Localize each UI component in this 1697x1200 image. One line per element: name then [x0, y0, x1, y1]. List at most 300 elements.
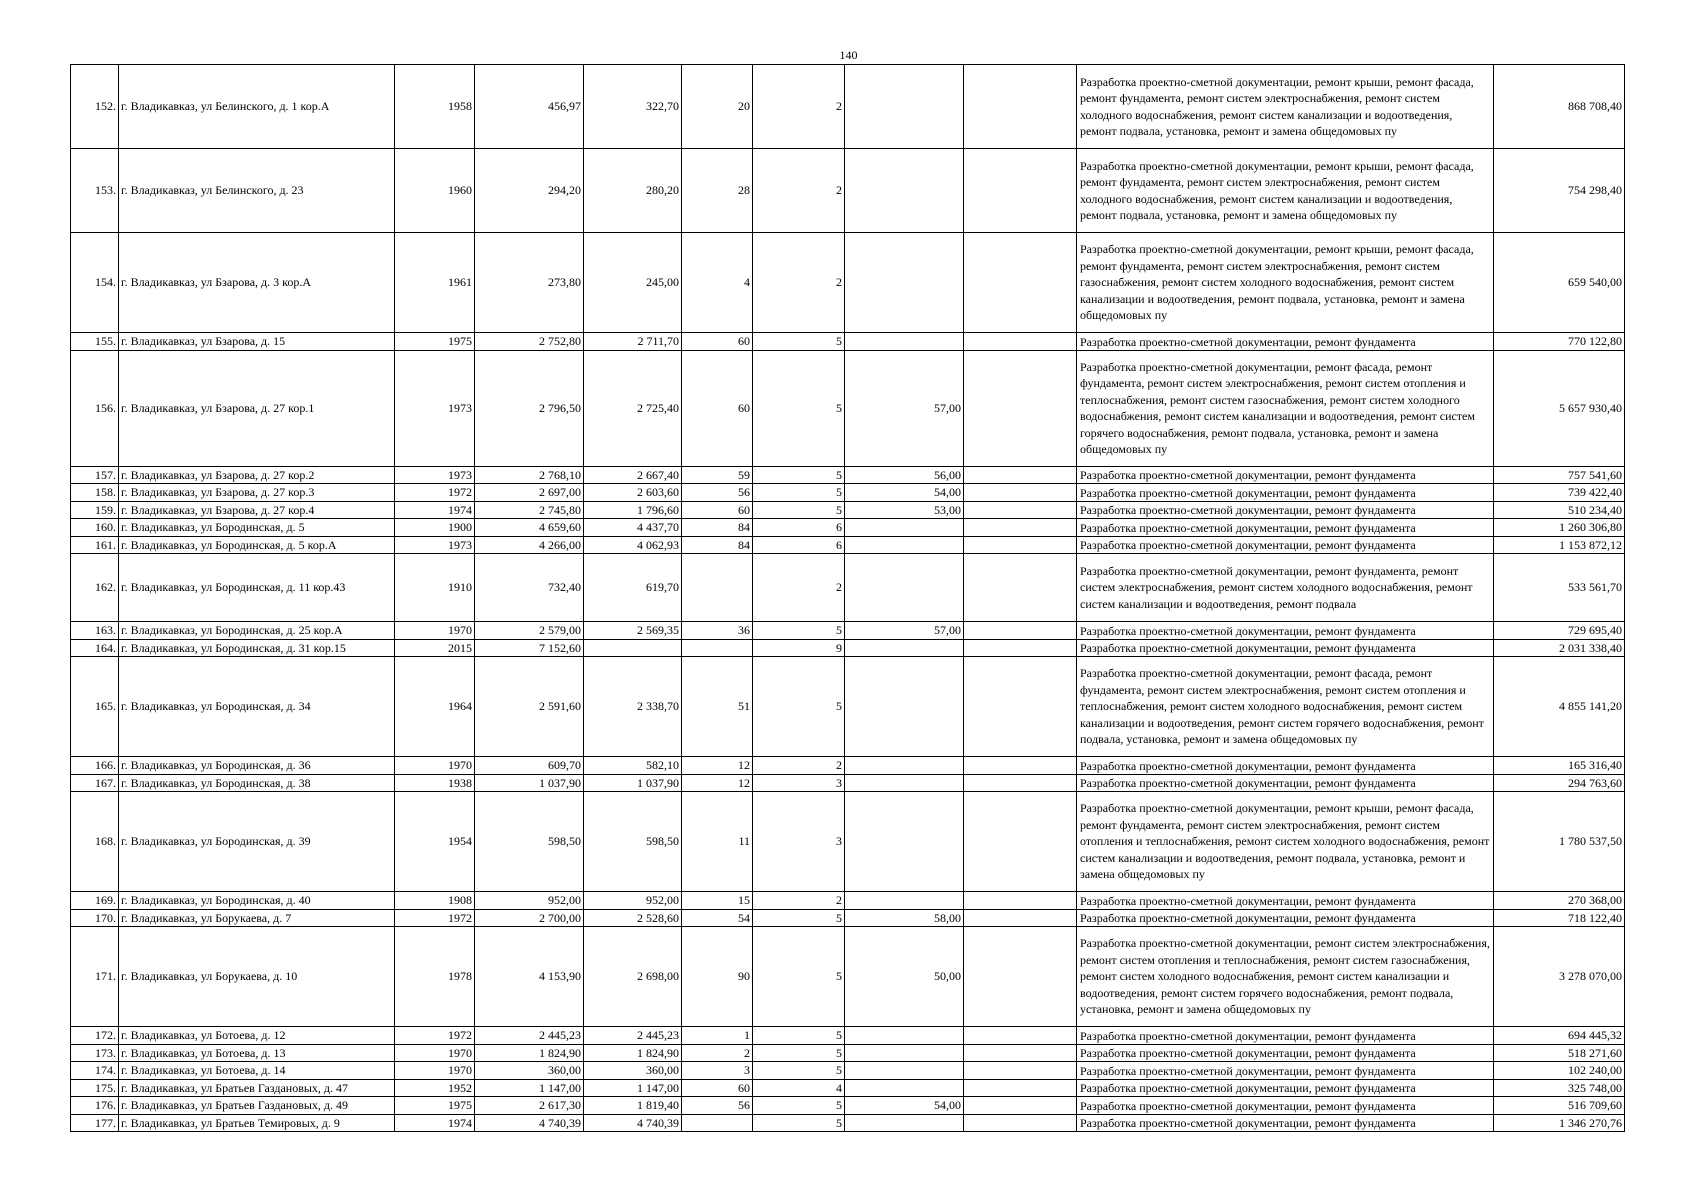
cell-cost: 694 445,32 — [1494, 1027, 1625, 1045]
cell-row-number: 159. — [71, 501, 119, 519]
cell-works — [1077, 536, 1494, 554]
cell-total-area: 294,20 — [475, 149, 584, 233]
cell-cost: 516 709,60 — [1494, 1097, 1625, 1115]
cell-total-area: 2 700,00 — [475, 909, 584, 927]
cell-cost: 754 298,40 — [1494, 149, 1625, 233]
cell-works — [1077, 149, 1494, 233]
cell-total-area: 609,70 — [475, 757, 584, 775]
cell-works — [1077, 757, 1494, 775]
cell-wear — [845, 519, 964, 537]
works-text: Разработка проектно-сметной документации, ремонт фундамента — [1080, 641, 1416, 656]
cell-row-number: 173. — [71, 1044, 119, 1062]
cell-year: 1972 — [395, 484, 475, 502]
cell-row-number: 165. — [71, 657, 119, 757]
cell-living-area — [584, 639, 682, 657]
cell-residents — [682, 639, 753, 657]
cell-living-area: 2 711,70 — [584, 333, 682, 351]
cell-row-number: 174. — [71, 1062, 119, 1080]
cell-wear — [845, 639, 964, 657]
cell-year: 1908 — [395, 892, 475, 910]
table-row — [71, 333, 1625, 351]
cell-cost: 270 368,00 — [1494, 892, 1625, 910]
cell-extra — [964, 1097, 1077, 1115]
table-row — [71, 774, 1625, 792]
cell-works — [1077, 1097, 1494, 1115]
cell-works — [1077, 1062, 1494, 1080]
cell-address: г. Владикавказ, ул Бородинская, д. 5 кор.А — [119, 536, 395, 554]
cell-wear — [845, 1114, 964, 1132]
works-text: Разработка проектно-сметной документации, ремонт фундамента — [1080, 1046, 1416, 1061]
cell-address: г. Владикавказ, ул Ботоева, д. 12 — [119, 1027, 395, 1045]
cell-cost: 718 122,40 — [1494, 909, 1625, 927]
cell-extra — [964, 65, 1077, 149]
cell-address: г. Владикавказ, ул Бородинская, д. 38 — [119, 774, 395, 792]
cell-floors: 5 — [753, 501, 845, 519]
cell-works — [1077, 519, 1494, 537]
cell-year: 1954 — [395, 792, 475, 892]
cell-total-area: 2 768,10 — [475, 466, 584, 484]
cell-total-area: 2 745,80 — [475, 501, 584, 519]
cell-row-number: 152. — [71, 65, 119, 149]
cell-row-number: 166. — [71, 757, 119, 775]
cell-floors: 6 — [753, 536, 845, 554]
cell-wear — [845, 892, 964, 910]
cell-works — [1077, 65, 1494, 149]
works-text: Разработка проектно-сметной документации, ремонт крыши, ремонт фасада, ремонт фундамента, ремонт систем электроснабжения, ремонт систем отопления и теплоснабжения, ремонт систем холодного водоснабжения, ремонт систем канализации и водоотведения, ремонт подвала, установка, ремонт и замена общедомовых пу — [1080, 801, 1490, 882]
cell-cost: 294 763,60 — [1494, 774, 1625, 792]
works-text: Разработка проектно-сметной документации, ремонт фундамента — [1080, 1098, 1416, 1113]
works-text: Разработка проектно-сметной документации, ремонт фундамента — [1080, 334, 1416, 349]
cell-cost: 325 748,00 — [1494, 1079, 1625, 1097]
cell-living-area: 619,70 — [584, 554, 682, 622]
cell-living-area: 1 796,60 — [584, 501, 682, 519]
cell-wear — [845, 1079, 964, 1097]
cell-living-area: 4 740,39 — [584, 1114, 682, 1132]
table-row — [71, 622, 1625, 640]
cell-address: г. Владикавказ, ул Белинского, д. 1 кор.А — [119, 65, 395, 149]
cell-residents: 36 — [682, 622, 753, 640]
cell-extra — [964, 892, 1077, 910]
cell-total-area: 2 752,80 — [475, 333, 584, 351]
table-row — [71, 233, 1625, 333]
cell-living-area: 245,00 — [584, 233, 682, 333]
cell-wear — [845, 233, 964, 333]
cell-total-area: 598,50 — [475, 792, 584, 892]
cell-floors: 5 — [753, 350, 845, 466]
cell-living-area: 2 667,40 — [584, 466, 682, 484]
cell-floors: 2 — [753, 757, 845, 775]
cell-extra — [964, 622, 1077, 640]
cell-floors: 5 — [753, 466, 845, 484]
cell-year: 1973 — [395, 536, 475, 554]
works-text: Разработка проектно-сметной документации, ремонт фундамента — [1080, 520, 1416, 535]
cell-extra — [964, 927, 1077, 1027]
cell-wear — [845, 65, 964, 149]
cell-living-area: 2 698,00 — [584, 927, 682, 1027]
cell-residents: 90 — [682, 927, 753, 1027]
cell-living-area: 2 603,60 — [584, 484, 682, 502]
cell-address: г. Владикавказ, ул Бородинская, д. 34 — [119, 657, 395, 757]
cell-cost: 165 316,40 — [1494, 757, 1625, 775]
cell-year: 1970 — [395, 1044, 475, 1062]
cell-year: 1975 — [395, 1097, 475, 1115]
cell-residents: 54 — [682, 909, 753, 927]
cell-extra — [964, 466, 1077, 484]
works-text: Разработка проектно-сметной документации, ремонт систем электроснабжения, ремонт систем отопления и теплоснабжения, ремонт систем газоснабжения, ремонт систем холодного водоснабжения, ремонт систем канализации и водоотведения, ремонт систем горячего водоснабжения, ремонт подвала, установка, ремонт и замена общедомовых пу — [1080, 936, 1490, 1017]
cell-living-area: 2 725,40 — [584, 350, 682, 466]
cell-living-area: 598,50 — [584, 792, 682, 892]
cell-living-area: 2 528,60 — [584, 909, 682, 927]
cell-row-number: 172. — [71, 1027, 119, 1045]
cell-works — [1077, 909, 1494, 927]
works-text: Разработка проектно-сметной документации, ремонт фундамента — [1080, 776, 1416, 791]
cell-extra — [964, 350, 1077, 466]
table-row — [71, 892, 1625, 910]
cell-cost: 5 657 930,40 — [1494, 350, 1625, 466]
cell-row-number: 160. — [71, 519, 119, 537]
cell-row-number: 164. — [71, 639, 119, 657]
cell-works — [1077, 466, 1494, 484]
cell-address: г. Владикавказ, ул Бородинская, д. 11 кор.43 — [119, 554, 395, 622]
cell-address: г. Владикавказ, ул Бзарова, д. 27 кор.1 — [119, 350, 395, 466]
works-text: Разработка проектно-сметной документации, ремонт фундамента — [1080, 1116, 1416, 1131]
table-row — [71, 466, 1625, 484]
table-row — [71, 149, 1625, 233]
cell-residents: 56 — [682, 1097, 753, 1115]
cell-residents: 12 — [682, 757, 753, 775]
cell-works — [1077, 484, 1494, 502]
cell-works — [1077, 927, 1494, 1027]
cell-residents: 20 — [682, 65, 753, 149]
cell-cost: 770 122,80 — [1494, 333, 1625, 351]
cell-extra — [964, 774, 1077, 792]
cell-cost: 510 234,40 — [1494, 501, 1625, 519]
cell-wear: 54,00 — [845, 484, 964, 502]
cell-wear: 54,00 — [845, 1097, 964, 1115]
cell-address: г. Владикавказ, ул Бзарова, д. 15 — [119, 333, 395, 351]
cell-living-area: 2 338,70 — [584, 657, 682, 757]
cell-floors: 5 — [753, 1097, 845, 1115]
cell-cost: 3 278 070,00 — [1494, 927, 1625, 1027]
table-row — [71, 1062, 1625, 1080]
cell-living-area: 1 824,90 — [584, 1044, 682, 1062]
works-text: Разработка проектно-сметной документации, ремонт фундамента — [1080, 1028, 1416, 1043]
works-text: Разработка проектно-сметной документации, ремонт фасада, ремонт фундамента, ремонт систем электроснабжения, ремонт систем отопления и теплоснабжения, ремонт систем холодного водоснабжения, ремонт систем канализации и водоотведения, ремонт систем горячего водоснабжения, ремонт подвала, установка, ремонт и замена общедомовых пу — [1080, 666, 1484, 747]
cell-wear — [845, 792, 964, 892]
table-row — [71, 519, 1625, 537]
cell-total-area: 2 697,00 — [475, 484, 584, 502]
cell-total-area: 4 266,00 — [475, 536, 584, 554]
cell-year: 1973 — [395, 350, 475, 466]
cell-wear: 56,00 — [845, 466, 964, 484]
cell-wear — [845, 1044, 964, 1062]
cell-total-area: 732,40 — [475, 554, 584, 622]
cell-cost: 739 422,40 — [1494, 484, 1625, 502]
cell-cost: 1 346 270,76 — [1494, 1114, 1625, 1132]
cell-total-area: 7 152,60 — [475, 639, 584, 657]
cell-year: 1960 — [395, 149, 475, 233]
works-text: Разработка проектно-сметной документации, ремонт крыши, ремонт фасада, ремонт фундамента, ремонт систем электроснабжения, ремонт систем газоснабжения, ремонт систем холодного водоснабжения, ремонт систем канализации и водоотведения, ремонт подвала, установка, ремонт и замена общедомовых пу — [1080, 242, 1474, 323]
cell-year: 1964 — [395, 657, 475, 757]
cell-works — [1077, 350, 1494, 466]
housing-repair-table — [70, 64, 1625, 1132]
cell-living-area: 1 037,90 — [584, 774, 682, 792]
cell-year: 1975 — [395, 333, 475, 351]
cell-cost: 1 780 537,50 — [1494, 792, 1625, 892]
cell-floors: 5 — [753, 657, 845, 757]
table-row — [71, 1097, 1625, 1115]
cell-works — [1077, 774, 1494, 792]
cell-year: 1970 — [395, 757, 475, 775]
cell-residents: 56 — [682, 484, 753, 502]
cell-extra — [964, 554, 1077, 622]
cell-works — [1077, 554, 1494, 622]
works-text: Разработка проектно-сметной документации, ремонт крыши, ремонт фасада, ремонт фундамента, ремонт систем электроснабжения, ремонт систем холодного водоснабжения, ремонт систем канализации и водоотведения, ремонт подвала, установка, ремонт и замена общедомовых пу — [1080, 74, 1474, 138]
cell-living-area: 4 062,93 — [584, 536, 682, 554]
cell-cost: 868 708,40 — [1494, 65, 1625, 149]
works-text: Разработка проектно-сметной документации, ремонт фундамента — [1080, 623, 1416, 638]
cell-address: г. Владикавказ, ул Бородинская, д. 40 — [119, 892, 395, 910]
cell-wear: 57,00 — [845, 350, 964, 466]
cell-residents: 28 — [682, 149, 753, 233]
cell-year: 1938 — [395, 774, 475, 792]
cell-living-area: 280,20 — [584, 149, 682, 233]
table-row — [71, 501, 1625, 519]
cell-floors: 5 — [753, 622, 845, 640]
cell-works — [1077, 792, 1494, 892]
cell-extra — [964, 536, 1077, 554]
cell-floors: 2 — [753, 554, 845, 622]
cell-address: г. Владикавказ, ул Белинского, д. 23 — [119, 149, 395, 233]
table-row — [71, 639, 1625, 657]
cell-address: г. Владикавказ, ул Бзарова, д. 3 кор.А — [119, 233, 395, 333]
cell-address: г. Владикавказ, ул Ботоева, д. 14 — [119, 1062, 395, 1080]
cell-year: 1972 — [395, 909, 475, 927]
table-body — [71, 65, 1625, 1132]
cell-living-area: 1 819,40 — [584, 1097, 682, 1115]
works-text: Разработка проектно-сметной документации, ремонт фундамента — [1080, 538, 1416, 553]
table-row — [71, 484, 1625, 502]
works-text: Разработка проектно-сметной документации, ремонт фундамента — [1080, 758, 1416, 773]
cell-extra — [964, 149, 1077, 233]
cell-residents: 60 — [682, 333, 753, 351]
cell-residents: 84 — [682, 536, 753, 554]
cell-floors: 5 — [753, 927, 845, 1027]
cell-residents: 4 — [682, 233, 753, 333]
cell-address: г. Владикавказ, ул Бородинская, д. 36 — [119, 757, 395, 775]
table-row — [71, 927, 1625, 1027]
cell-residents: 12 — [682, 774, 753, 792]
cell-extra — [964, 757, 1077, 775]
cell-floors: 5 — [753, 1044, 845, 1062]
cell-works — [1077, 1114, 1494, 1132]
cell-row-number: 167. — [71, 774, 119, 792]
cell-works — [1077, 639, 1494, 657]
cell-total-area: 1 147,00 — [475, 1079, 584, 1097]
cell-works — [1077, 501, 1494, 519]
works-text: Разработка проектно-сметной документации, ремонт фундамента — [1080, 1081, 1416, 1096]
table-row — [71, 757, 1625, 775]
cell-residents — [682, 554, 753, 622]
works-text: Разработка проектно-сметной документации, ремонт фундамента — [1080, 911, 1416, 926]
cell-works — [1077, 233, 1494, 333]
cell-residents: 60 — [682, 1079, 753, 1097]
cell-residents: 60 — [682, 350, 753, 466]
works-text: Разработка проектно-сметной документации, ремонт фундамента — [1080, 485, 1416, 500]
cell-works — [1077, 622, 1494, 640]
cell-row-number: 156. — [71, 350, 119, 466]
table-row — [71, 1079, 1625, 1097]
table-row — [71, 65, 1625, 149]
cell-year: 1972 — [395, 1027, 475, 1045]
cell-floors: 3 — [753, 792, 845, 892]
cell-wear — [845, 1062, 964, 1080]
cell-address: г. Владикавказ, ул Братьев Темировых, д. 9 — [119, 1114, 395, 1132]
cell-address: г. Владикавказ, ул Бородинская, д. 25 кор.А — [119, 622, 395, 640]
cell-row-number: 154. — [71, 233, 119, 333]
cell-year: 2015 — [395, 639, 475, 657]
cell-address: г. Владикавказ, ул Борукаева, д. 7 — [119, 909, 395, 927]
cell-works — [1077, 333, 1494, 351]
cell-living-area: 4 437,70 — [584, 519, 682, 537]
cell-wear — [845, 657, 964, 757]
cell-extra — [964, 233, 1077, 333]
cell-year: 1978 — [395, 927, 475, 1027]
cell-extra — [964, 1027, 1077, 1045]
cell-year: 1910 — [395, 554, 475, 622]
cell-total-area: 952,00 — [475, 892, 584, 910]
cell-extra — [964, 639, 1077, 657]
cell-works — [1077, 1079, 1494, 1097]
cell-year: 1973 — [395, 466, 475, 484]
table-row — [71, 554, 1625, 622]
cell-floors: 5 — [753, 1027, 845, 1045]
works-text: Разработка проектно-сметной документации, ремонт фундамента — [1080, 468, 1416, 483]
cell-residents: 15 — [682, 892, 753, 910]
cell-total-area: 1 037,90 — [475, 774, 584, 792]
cell-cost: 102 240,00 — [1494, 1062, 1625, 1080]
cell-address: г. Владикавказ, ул Бзарова, д. 27 кор.3 — [119, 484, 395, 502]
cell-row-number: 168. — [71, 792, 119, 892]
cell-extra — [964, 1114, 1077, 1132]
table-row — [71, 1027, 1625, 1045]
cell-row-number: 177. — [71, 1114, 119, 1132]
cell-residents: 60 — [682, 501, 753, 519]
cell-extra — [964, 1079, 1077, 1097]
cell-floors: 2 — [753, 892, 845, 910]
cell-row-number: 169. — [71, 892, 119, 910]
cell-year: 1952 — [395, 1079, 475, 1097]
cell-row-number: 170. — [71, 909, 119, 927]
cell-residents: 59 — [682, 466, 753, 484]
cell-works — [1077, 892, 1494, 910]
cell-address: г. Владикавказ, ул Бородинская, д. 5 — [119, 519, 395, 537]
cell-address: г. Владикавказ, ул Борукаева, д. 10 — [119, 927, 395, 1027]
cell-cost: 757 541,60 — [1494, 466, 1625, 484]
cell-floors: 6 — [753, 519, 845, 537]
cell-total-area: 2 579,00 — [475, 622, 584, 640]
cell-wear: 58,00 — [845, 909, 964, 927]
cell-cost: 729 695,40 — [1494, 622, 1625, 640]
table-row — [71, 1114, 1625, 1132]
cell-floors: 5 — [753, 484, 845, 502]
cell-row-number: 161. — [71, 536, 119, 554]
cell-works — [1077, 1044, 1494, 1062]
cell-floors: 5 — [753, 1114, 845, 1132]
cell-wear — [845, 536, 964, 554]
cell-extra — [964, 519, 1077, 537]
cell-living-area: 322,70 — [584, 65, 682, 149]
works-text: Разработка проектно-сметной документации, ремонт фундамента — [1080, 893, 1416, 908]
works-text: Разработка проектно-сметной документации, ремонт фундамента — [1080, 1063, 1416, 1078]
works-text: Разработка проектно-сметной документации, ремонт фундамента — [1080, 503, 1416, 518]
cell-extra — [964, 792, 1077, 892]
table-row — [71, 657, 1625, 757]
cell-living-area: 2 445,23 — [584, 1027, 682, 1045]
cell-floors: 4 — [753, 1079, 845, 1097]
cell-extra — [964, 909, 1077, 927]
cell-residents — [682, 1114, 753, 1132]
works-text: Разработка проектно-сметной документации, ремонт фасада, ремонт фундамента, ремонт систем электроснабжения, ремонт систем отопления и теплоснабжения, ремонт систем газоснабжения, ремонт систем холодного водоснабжения, ремонт систем канализации и водоотведения, ремонт систем горячего водоснабжения, ремонт подвала, установка, ремонт и замена общедомовых пу — [1080, 359, 1475, 456]
cell-wear — [845, 333, 964, 351]
cell-row-number: 163. — [71, 622, 119, 640]
cell-address: г. Владикавказ, ул Бзарова, д. 27 кор.2 — [119, 466, 395, 484]
cell-year: 1970 — [395, 622, 475, 640]
cell-residents: 11 — [682, 792, 753, 892]
cell-row-number: 171. — [71, 927, 119, 1027]
cell-year: 1900 — [395, 519, 475, 537]
cell-floors: 5 — [753, 333, 845, 351]
cell-cost: 4 855 141,20 — [1494, 657, 1625, 757]
cell-living-area: 360,00 — [584, 1062, 682, 1080]
cell-row-number: 175. — [71, 1079, 119, 1097]
cell-total-area: 2 617,30 — [475, 1097, 584, 1115]
table-row — [71, 350, 1625, 466]
cell-row-number: 158. — [71, 484, 119, 502]
table-row — [71, 909, 1625, 927]
cell-address: г. Владикавказ, ул Братьев Газдановых, д. 47 — [119, 1079, 395, 1097]
cell-row-number: 155. — [71, 333, 119, 351]
cell-year: 1970 — [395, 1062, 475, 1080]
cell-wear: 50,00 — [845, 927, 964, 1027]
cell-total-area: 2 796,50 — [475, 350, 584, 466]
cell-wear: 53,00 — [845, 501, 964, 519]
cell-total-area: 2 591,60 — [475, 657, 584, 757]
cell-row-number: 157. — [71, 466, 119, 484]
cell-cost: 1 260 306,80 — [1494, 519, 1625, 537]
works-text: Разработка проектно-сметной документации, ремонт фундамента, ремонт систем электроснабжения, ремонт систем холодного водоснабжения, ремонт систем канализации и водоотведения, ремонт подвала — [1080, 563, 1473, 611]
cell-floors: 5 — [753, 909, 845, 927]
table-row — [71, 1044, 1625, 1062]
cell-living-area: 2 569,35 — [584, 622, 682, 640]
cell-extra — [964, 1044, 1077, 1062]
cell-extra — [964, 501, 1077, 519]
cell-wear — [845, 554, 964, 622]
table-row — [71, 792, 1625, 892]
cell-extra — [964, 333, 1077, 351]
cell-wear — [845, 774, 964, 792]
cell-floors: 2 — [753, 65, 845, 149]
cell-address: г. Владикавказ, ул Ботоева, д. 13 — [119, 1044, 395, 1062]
cell-living-area: 952,00 — [584, 892, 682, 910]
cell-residents: 1 — [682, 1027, 753, 1045]
cell-works — [1077, 657, 1494, 757]
cell-total-area: 273,80 — [475, 233, 584, 333]
works-text: Разработка проектно-сметной документации, ремонт крыши, ремонт фасада, ремонт фундамента, ремонт систем электроснабжения, ремонт систем холодного водоснабжения, ремонт систем канализации и водоотведения, ремонт подвала, установка, ремонт и замена общедомовых пу — [1080, 158, 1474, 222]
cell-floors: 5 — [753, 1062, 845, 1080]
cell-year: 1974 — [395, 1114, 475, 1132]
cell-address: г. Владикавказ, ул Братьев Газдановых, д. 49 — [119, 1097, 395, 1115]
